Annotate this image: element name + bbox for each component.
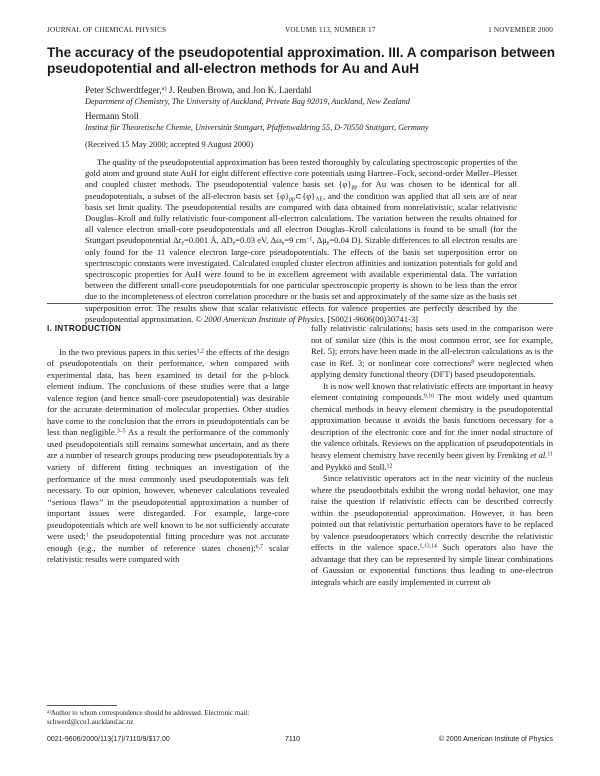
body-text: fully relativistic calculations; basis sets used in the comparison were not of similar size (this is the most common error, see for example, Ref. 5); errors have been made in the all-electron calculations as is the case in Ref. 3; or nonlinear core corrections [311, 323, 553, 368]
body-paragraph [47, 347, 289, 566]
article-code: 0021-9606/2000/113(17)/7110/9/$17.00 [47, 736, 170, 743]
abstract-text: , and the condition was applied that all sets are of near basis set limit quality. The pseudopotential results are compared with data obtained from nonrelativistic, scalar relativistic Douglas–Kroll and fully relativistic four-component all-electron calculations. The variation between the results obtained for all valence electron small-core pseudopotentials and all electron Douglas–Kroll calculations is found to be small (for the Stuttgart pseudopotential Δr [85, 190, 517, 246]
volume-number: VOLUME 113, NUMBER 17 [285, 26, 376, 34]
body-text: It is now well known that relativistic effects are important in heavy element containing compounds. [311, 380, 553, 403]
body-text: In the two previous papers in this series [59, 346, 197, 357]
citation[interactable]: 1 [85, 532, 89, 539]
citation[interactable]: 12 [386, 462, 393, 469]
subscript: e [281, 240, 285, 247]
section-heading: I. INTRODUCTION [47, 324, 122, 333]
body-text: et al. [530, 450, 548, 461]
footnote-mark: a) [47, 709, 51, 715]
abstract-text: ⊂{φ} [294, 190, 316, 201]
body-text: The most widely used quantum chemical methods in heavy element chemistry is the pseudopotential approximation because it avoids the basis functions necessary for a description of the electronic core and for the inner nodal structure of the valence orbitals. Reviews on the application of pseudopotentials in heavy element chemistry have recently been given by Frenking [311, 392, 553, 461]
citation[interactable]: 1,2 [196, 347, 204, 354]
citation[interactable]: 9,10 [423, 393, 434, 400]
body-text: were neglected when applying density functional theory (DFT) based pseudopotentials. [311, 357, 553, 380]
abstract-text: The quality of the pseudopotential approximation has been tested thoroughly by calculating spectroscopic properties of the gold atom and ground state AuH for eight different effective core potentials using Hartree–Fock, second-order Møller–Plesset and coupled cluster methods. The pseudopotential valence basis set {φ} [85, 157, 517, 190]
body-paragraph [311, 473, 553, 588]
left-column [47, 323, 289, 566]
abstract-text: =9 cm [284, 235, 307, 246]
subscript: e [181, 240, 185, 247]
citation[interactable]: 8 [471, 359, 475, 366]
body-text: ab [482, 577, 491, 588]
body-text: the effects of the design of pseudopotentials on their performance, when compared with experimental data, has been examined in detail for the p-block element indium. The conclusions of these studies were that a large valence region (and hence small-core pseudopotential) was desirable for the accurate determination of molecular properties. Other studies have come to the conclusion that the errors in pseudopotentials can be less than negligible. [47, 346, 289, 438]
author-footnote-mark: a) [161, 85, 167, 93]
journal-name: JOURNAL OF CHEMICAL PHYSICS [47, 26, 167, 34]
abstract-text: =0.04 D). Sizable differences to all electron results are only found for the 11 valence electron large-core pseudopotentials. The effects of the basis set superposition error on spectroscopic constants were investigated. Calculated coupled cluster electron affinities and ionization potentials for gold and spectroscopic properties for AuH were found to be in excellent agreement with available experimental data. The variation between the different small-core pseudopotentials for one particular spectroscopic property is shown to be less than the error due to the incompleteness of electron correlation procedure or the basis set and approximately of the same size as the basis set superposition error. The results show that scalar relativistic effects for valence properties are perfectly described by the pseudopotential approximation. [85, 235, 517, 324]
abstract-text: , Δμ [312, 235, 327, 246]
footnote-divider [47, 705, 117, 706]
author-names: J. Reuben Brown, and Jon K. Laerdahl [166, 85, 312, 95]
footer-copyright: © 2000 American Institute of Physics [438, 736, 553, 743]
abstract-divider [47, 303, 553, 304]
citation[interactable]: 1,13,14 [419, 543, 437, 550]
abstract-text: =0.03 eV, Δω [235, 235, 282, 246]
subscript: pp [289, 196, 295, 203]
running-header [47, 26, 553, 38]
affiliation-2: Institut für Theoretische Chemie, Universität Stuttgart, Pfaffenwaldring 55, D-70550 Stuttgart, Germany [85, 123, 429, 132]
body-paragraph [311, 323, 553, 381]
right-column [311, 323, 553, 589]
page-footer [47, 736, 553, 746]
affiliation-1: Department of Chemistry, The University of Auckland, Private Bag 92019, Auckland, New Zealand [85, 97, 410, 106]
paper-title: The accuracy of the pseudopotential approximation. III. A comparison between pseudopotential and all-electron methods for Au and AuH [47, 45, 556, 76]
received-dates: (Received 15 May 2000; accepted 9 August 2000) [85, 140, 254, 149]
subscript: AE [315, 196, 323, 203]
issue-date: 1 NOVEMBER 2000 [488, 26, 553, 34]
citation[interactable]: 3–5 [116, 428, 126, 435]
body-text: As a result the performance of the commonly used pseudopotentials still remains somewhat uncertain, and as there are a number of research groups producing new pseudopotentials by a variety of different fitting techniques an investigation of the performance of the most commonly used pseudopotentials was felt necessary. To our opinion, however, whenever calculations revealed ‘‘serious flaws’’ in the pseudopotential approximation a number of important issues were disregarded. For example, large-core pseudopotentials which are well known to be not sufficiently accurate were used; [47, 427, 289, 542]
subscript: e [232, 240, 236, 247]
body-paragraph [311, 381, 553, 473]
subscript: pp [351, 184, 358, 191]
abstract-text: for Au was chosen to be identical for all pseudopotentials, a subset of the all-electron basis set {φ} [85, 179, 517, 201]
copyright-notice: © 2000 American Institute of Physics. [195, 313, 326, 324]
author-line-2: Hermann Stoll [85, 111, 139, 121]
body-text: the pseudopotential fitting procedure was not accurate enough (e.g., the number of reference states chosen); [47, 531, 289, 553]
footnote-text: Author to whom correspondence should be addressed. Electronic mail: schwerd@ccu1.auckland.ac.nz [47, 709, 250, 726]
author-line-1 [85, 85, 311, 95]
article-doi: [S0021-9606(00)30741-3] [327, 313, 418, 324]
author-name: Peter Schwerdtfeger, [85, 85, 162, 95]
subscript: e [326, 240, 330, 247]
page-number: 7110 [285, 736, 301, 743]
abstract [85, 157, 517, 325]
superscript: −1 [306, 236, 313, 243]
body-text: scalar relativistic results were compared with [47, 542, 289, 565]
body-text: and Pyykkö and Stoll. [311, 461, 387, 472]
abstract-text: =0.001 Å, ΔD [184, 235, 233, 246]
footnote [47, 709, 289, 726]
citation[interactable]: 6,7 [255, 544, 263, 551]
citation[interactable]: 11 [547, 451, 553, 458]
body-text: Since relativistic operators act in the near vicinity of the nucleus where the pseudoorbitals exhibit the wrong nodal behavior, one may raise the question if relativistic effects can be described correctly within the pseudopotential approximation. However, it has been pointed out that relativistic perturbation operators have to be replaced by valence pseudooperators which correctly describe the relativistic effects in the valence space. [311, 473, 553, 553]
body-text: Such operators also have the advantage that they can be represented by simple linear combinations of Gaussian or exponential functions thus leading to one-electron integrals which are easily implemented in current [311, 542, 554, 588]
